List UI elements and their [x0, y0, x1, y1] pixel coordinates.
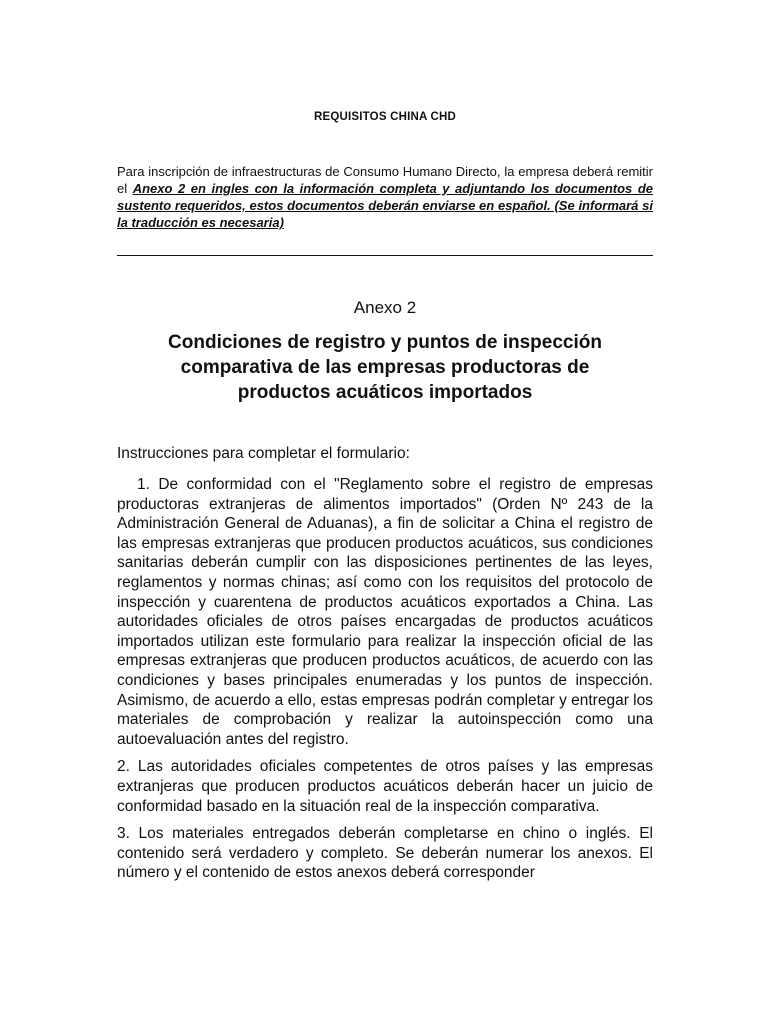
intro-emphasis-text: Anexo 2 en ingles con la información completa y adjuntando los documentos de sustento requeridos, estos documentos deberán enviarse en español. (Se informará si la traducción es necesaria) [117, 181, 653, 230]
horizontal-rule [117, 255, 653, 256]
instruction-paragraph-1: 1. De conformidad con el "Reglamento sobre el registro de empresas productoras extranjeras de alimentos importados" (Orden Nº 243 de la Administración General de Aduanas), a fin de solicitar a China el registro de las empresas extranjeras que producen productos acuáticos, sus condiciones sanitarias deberán cumplir con las disposiciones pertinentes de las leyes, reglamentos y normas chinas; así como con los requisitos del protocolo de inspección y cuarentena de productos acuáticos exportados a China. Las autoridades oficiales de otros países encargadas de productos acuáticos importados utilizan este formulario para realizar la inspección oficial de las empresas extranjeras que producen productos acuáticos, de acuerdo con las condiciones y bases principales enumeradas y los puntos de inspección. Asimismo, de acuerdo a ello, estas empresas podrán completar y entregar los materiales de comprobación y realizar la autoinspección como una autoevaluación antes del registro. [117, 476, 653, 748]
instructions-body [117, 475, 653, 891]
intro-paragraph [117, 163, 653, 231]
annex-label: Anexo 2 [353, 298, 417, 317]
instruction-paragraph-2: 2. Las autoridades oficiales competentes de otros países y las empresas extranjeras que producen productos acuáticos deberán hacer un juicio de conformidad basado en la situación real de la inspección comparativa. [117, 758, 653, 815]
document-header-title: REQUISITOS CHINA CHD [313, 111, 456, 123]
instruction-paragraph-3: 3. Los materiales entregados deberán completarse en chino o inglés. El contenido será verdadero y completo. Se deberán numerar los anexos. El número y el contenido de estos anexos deberá corresponder [117, 825, 653, 882]
intro-lead-text: Para inscripción de infraestructuras de Consumo Humano Directo, la empresa deberá remitir el [117, 164, 653, 196]
annex-title: Condiciones de registro y puntos de inspección comparativa de las empresas productoras de productos acuáticos importados [168, 332, 602, 403]
instructions-heading: Instrucciones para completar el formulario: [117, 445, 410, 462]
